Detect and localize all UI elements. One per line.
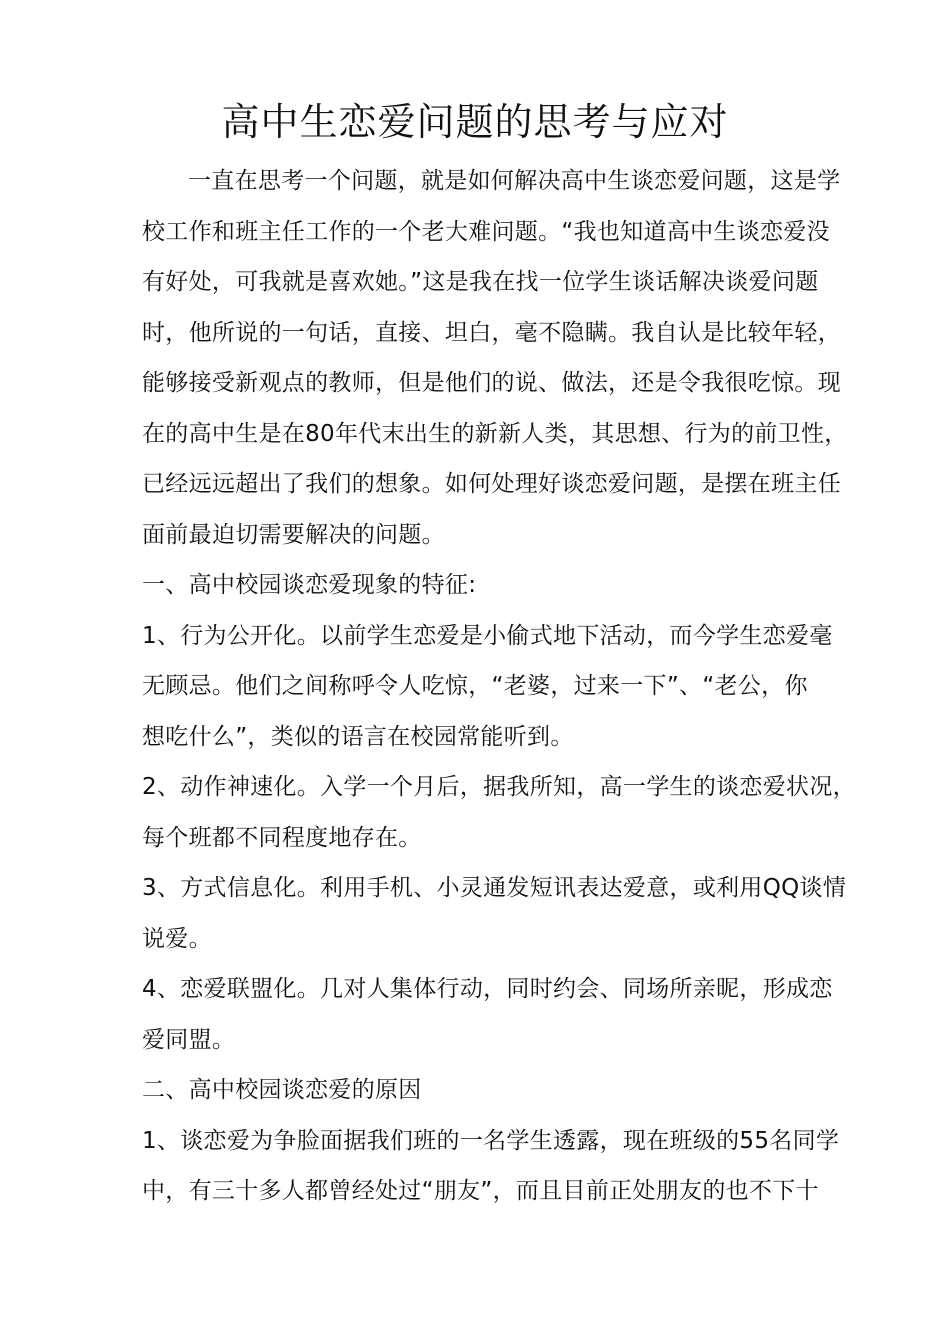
section-heading: 二、高中校园谈恋爱的原因	[142, 1077, 422, 1103]
list-item-line: 3、方式信息化。利用手机、小灵通发短讯表达爱意，或利用QQ谈情	[142, 875, 847, 901]
paragraph-line: 校工作和班主任工作的一个老大难问题。“我也知道高中生谈恋爱没	[142, 218, 830, 245]
list-item-line: 说爱。	[142, 925, 212, 952]
document-title: 高中生恋爱问题的思考与应对	[221, 100, 729, 144]
list-item-line: 中，有三十多人都曾经处过“朋友”，而且目前正处朋友的也不下十	[142, 1178, 819, 1204]
paragraph-line: 一直在思考一个问题，就是如何解决高中生谈恋爱问题，这是学	[188, 168, 841, 194]
paragraph-line: 能够接受新观点的教师，但是他们的说、做法，还是令我很吃惊。现	[142, 370, 841, 396]
list-item-line: 4、恋爱联盟化。几对人集体行动，同时约会、同场所亲昵，形成恋	[142, 976, 833, 1002]
list-item-line: 每个班都不同程度地存在。	[142, 824, 422, 851]
paragraph-line: 在的高中生是在80年代末出生的新新人类，其思想、行为的前卫性，	[142, 420, 848, 447]
list-item-line: 无顾忌。他们之间称呼令人吃惊，“老婆，过来一下”、“老公，你	[142, 673, 808, 699]
paragraph-line: 面前最迫切需要解决的问题。	[142, 521, 445, 548]
paragraph-line: 已经远远超出了我们的想象。如何处理好谈恋爱问题，是摆在班主任	[142, 471, 841, 497]
paragraph-line: 有好处，可我就是喜欢她。”这是我在找一位学生谈话解决谈爱问题	[142, 269, 819, 295]
document-body	[142, 156, 856, 1217]
list-item-line: 1、谈恋爱为争脸面据我们班的一名学生透露，现在班级的55名同学	[142, 1127, 840, 1154]
paragraph-line: 时，他所说的一句话，直接、坦白，毫不隐瞒。我自认是比较年轻，	[142, 319, 841, 346]
list-item-line: 爱同盟。	[142, 1026, 236, 1053]
list-item-line: 1、行为公开化。以前学生恋爱是小偷式地下活动，而今学生恋爱毫	[142, 622, 833, 649]
list-item-line: 2、动作神速化。入学一个月后，据我所知，高一学生的谈恋爱状况，	[142, 774, 856, 800]
list-item-line: 想吃什么”，类似的语言在校园常能听到。	[142, 723, 574, 750]
section-heading: 一、高中校园谈恋爱现象的特征:	[142, 572, 477, 598]
